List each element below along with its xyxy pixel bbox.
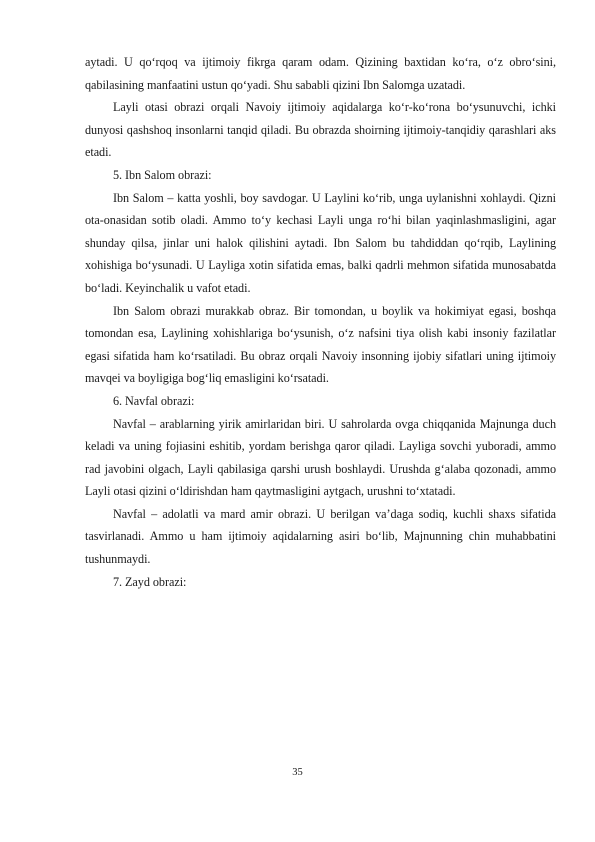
paragraph-2: Layli otasi obrazi orqali Navoiy ijtimoiy aqidalarga ko‘r-ko‘rona bo‘ysunuvchi, ichki dunyosi qashshoq insonlarni tanqid qiladi. Bu obrazda shoirning ijtimoiy-tanqidiy qarashlari aks etadi. (85, 100, 556, 160)
document-page (85, 51, 556, 593)
paragraph-1: aytadi. U qo‘rqoq va ijtimoiy fikrga qaram odam. Qizining baxtidan ko‘ra, o‘z obro‘sini, qabilasining manfaatini ustun qo‘yadi. Shu sababli qizini Ibn Salomga uzatadi. (85, 55, 556, 92)
page-number: 35 (292, 767, 303, 778)
section-heading-navfal: 6. Navfal obrazi: (113, 393, 195, 408)
paragraph-3: Ibn Salom – katta yoshli, boy savdogar. U Laylini ko‘rib, unga uylanishni xohlaydi. Qizni ota-onasidan sotib oladi. Ammo to‘y kechasi Layli unga ro‘hi bilan yaqinlashmasligini, agar shunday qilsa, jinlar uni halok qilishini aytadi. Ibn Salom bu tahdiddan qo‘rqib, Laylining xohishiga bo‘ysunadi. U Layliga xotin sifatida emas, balki qadrli mehmon sifatida munosabatda bo‘ladi. Keyinchalik u vafot etadi. (85, 190, 556, 295)
section-heading-zayd: 7. Zayd obrazi: (113, 574, 187, 589)
section-heading-ibn-salom: 5. Ibn Salom obrazi: (113, 167, 212, 182)
paragraph-4: Ibn Salom obrazi murakkab obraz. Bir tomondan, u boylik va hokimiyat egasi, boshqa tomondan esa, Laylining xohishlariga bo‘ysunish, o‘z nafsini tiya olish kabi insoniy fazilatlar egasi sifatida ham ko‘rsatiladi. Bu obraz orqali Navoiy insonning ijobiy sifatlari uning ijtimoiy mavqei va boyligiga bog‘liq emasligini ko‘rsatadi. (85, 303, 556, 386)
paragraph-6: Navfal – adolatli va mard amir obrazi. U berilgan va’daga sodiq, kuchli shaxs sifatida tasvirlanadi. Ammo u ham ijtimoiy aqidalarning asiri bo‘lib, Majnunning chin muhabbatini tushunmaydi. (85, 506, 556, 567)
paragraph-5: Navfal – arablarning yirik amirlaridan biri. U sahrolarda ovga chiqqanida Majnunga duch keladi va uning fojiasini eshitib, yordam berishga qaror qiladi. Layliga sovchi yuboradi, ammo rad javobini olgach, Layli qabilasiga qarshi urush boshlaydi. Urushda g‘alaba qozonadi, ammo Layli otasi qizini o‘ldirishdan ham qaytmasligini aytgach, urushni to‘xtatadi. (85, 416, 556, 499)
